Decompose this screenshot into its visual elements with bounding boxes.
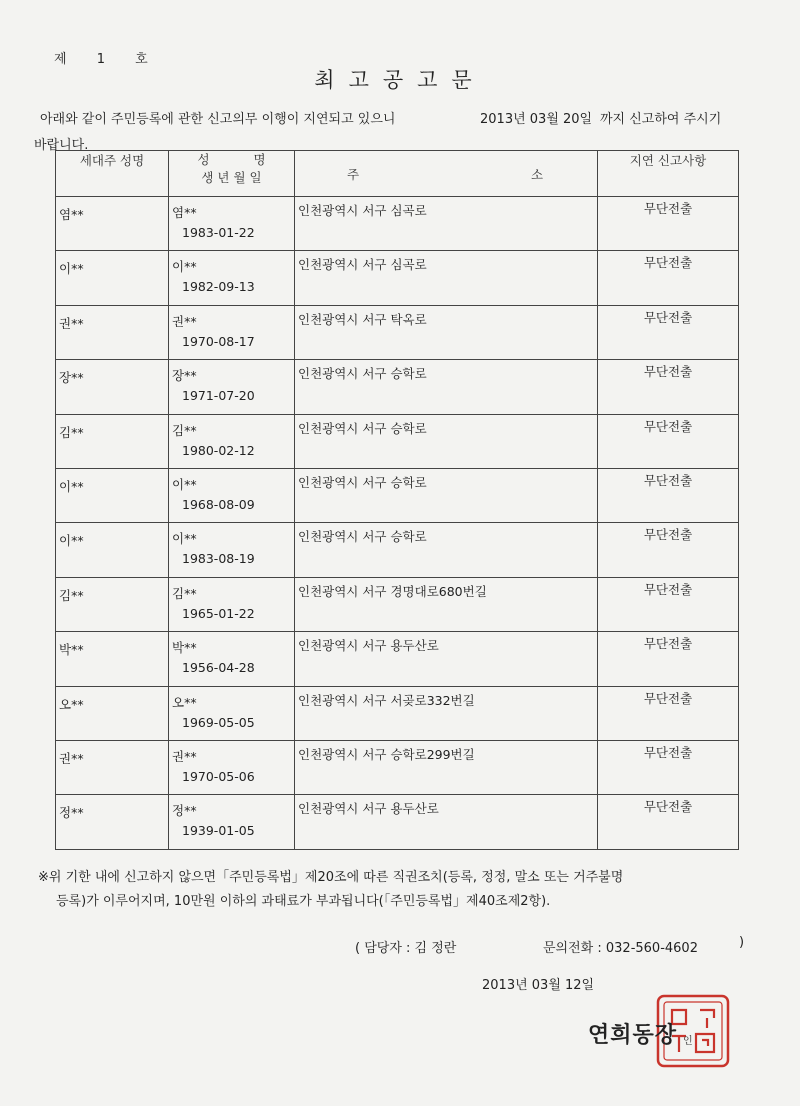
person-birth-date: 1983-01-22 <box>182 225 255 240</box>
header-person-name: 성 명 <box>197 152 266 167</box>
householder-name: 이** <box>56 251 169 305</box>
header-address-left: 주 <box>347 167 360 182</box>
table-row <box>56 305 739 359</box>
table-row <box>56 414 739 468</box>
address: 인천광역시 서구 용두산로 <box>295 795 598 849</box>
person-name: 오** <box>172 694 197 710</box>
delay-status: 무단전출 <box>598 360 739 414</box>
table-row <box>56 251 739 305</box>
seal-mark-label: 인 <box>683 1036 693 1047</box>
address: 인천광역시 서구 승학로299번길 <box>295 740 598 794</box>
document-title: 최고공고문 <box>314 68 486 92</box>
delinquent-residents-table <box>55 150 739 850</box>
householder-name: 김** <box>56 414 169 468</box>
person-name: 이** <box>172 476 197 492</box>
person-name: 권** <box>172 313 197 329</box>
person-cell <box>169 197 295 251</box>
address: 인천광역시 서구 승학로 <box>295 523 598 577</box>
table-row <box>56 468 739 522</box>
delay-status: 무단전출 <box>598 468 739 522</box>
person-cell <box>169 523 295 577</box>
table-row <box>56 523 739 577</box>
address: 인천광역시 서구 용두산로 <box>295 632 598 686</box>
delay-status: 무단전출 <box>598 523 739 577</box>
person-name: 박** <box>172 640 197 656</box>
delay-status: 무단전출 <box>598 414 739 468</box>
person-cell <box>169 577 295 631</box>
delay-status: 무단전출 <box>598 795 739 849</box>
contact-person: ( 담당자 : 김 정란 <box>355 941 457 956</box>
person-name: 권** <box>172 748 197 764</box>
householder-name: 오** <box>56 686 169 740</box>
contact-phone: 문의전화 : 032-560-4602 <box>543 941 698 956</box>
table-row <box>56 360 739 414</box>
address: 인천광역시 서구 경명대로680번길 <box>295 577 598 631</box>
person-name: 이** <box>172 531 197 547</box>
person-name: 이** <box>172 259 197 275</box>
person-birth-date: 1970-05-06 <box>182 768 255 784</box>
address: 인천광역시 서구 탁옥로 <box>295 305 598 359</box>
person-birth-date: 1939-01-05 <box>182 823 255 839</box>
householder-name: 권** <box>56 305 169 359</box>
issue-date: 2013년 03월 12일 <box>482 978 595 993</box>
householder-name: 이** <box>56 468 169 522</box>
contact-close-paren: ) <box>739 935 745 950</box>
delay-status: 무단전출 <box>598 197 739 251</box>
address: 인천광역시 서구 심곡로 <box>295 197 598 251</box>
delay-status: 무단전출 <box>598 251 739 305</box>
person-name: 장** <box>172 368 197 384</box>
intro-line-1-tail: 까지 신고하여 주시기 <box>600 112 722 127</box>
notice-line-2: 등록)가 이루어지며, 10만원 이하의 과태료가 부과됩니다(「주민등록법」제40조제2항). <box>56 894 551 909</box>
table-body <box>56 197 739 850</box>
person-cell <box>169 740 295 794</box>
person-cell <box>169 686 295 740</box>
deadline-date: 2013년 03월 20일 <box>480 112 593 127</box>
delay-status: 무단전출 <box>598 740 739 794</box>
table-row <box>56 632 739 686</box>
householder-name: 권** <box>56 740 169 794</box>
intro-line-1: 아래와 같이 주민등록에 관한 신고의무 이행이 지연되고 있으니 <box>40 112 396 127</box>
person-cell <box>169 305 295 359</box>
delay-status: 무단전출 <box>598 577 739 631</box>
address: 인천광역시 서구 승학로 <box>295 414 598 468</box>
householder-name: 정** <box>56 795 169 849</box>
householder-name: 장** <box>56 360 169 414</box>
address: 인천광역시 서구 심곡로 <box>295 251 598 305</box>
table-row <box>56 795 739 849</box>
person-birth-date: 1956-04-28 <box>182 660 255 676</box>
person-name: 염** <box>172 205 197 220</box>
document-number: 제 1 호 <box>54 52 148 67</box>
person-birth-date: 1980-02-12 <box>182 442 255 458</box>
delay-status: 무단전출 <box>598 632 739 686</box>
person-cell <box>169 795 295 849</box>
address: 인천광역시 서구 승학로 <box>295 360 598 414</box>
header-person-dob: 생 년 월 일 <box>201 170 262 185</box>
header-householder: 세대주 성명 <box>56 151 169 197</box>
person-cell <box>169 360 295 414</box>
header-status: 지연 신고사항 <box>598 151 739 197</box>
table-row <box>56 197 739 251</box>
person-birth-date: 1968-08-09 <box>182 496 255 512</box>
table-header-row <box>56 151 739 197</box>
header-address <box>295 151 598 197</box>
header-person <box>169 151 295 197</box>
table-row <box>56 740 739 794</box>
address: 인천광역시 서구 서곶로332번길 <box>295 686 598 740</box>
address: 인천광역시 서구 승학로 <box>295 468 598 522</box>
person-birth-date: 1965-01-22 <box>182 605 255 621</box>
person-cell <box>169 251 295 305</box>
person-cell <box>169 632 295 686</box>
delay-status: 무단전출 <box>598 305 739 359</box>
header-address-right: 소 <box>531 167 544 182</box>
person-birth-date: 1970-08-17 <box>182 333 255 349</box>
signer-name: 연희동장 <box>588 1023 678 1048</box>
person-birth-date: 1969-05-05 <box>182 714 255 730</box>
person-name: 김** <box>172 422 197 438</box>
person-name: 정** <box>172 803 197 819</box>
table-row <box>56 686 739 740</box>
person-name: 김** <box>172 585 197 601</box>
person-cell <box>169 414 295 468</box>
seal-glyphs <box>672 1010 714 1052</box>
householder-name: 염** <box>56 197 169 251</box>
householder-name: 김** <box>56 577 169 631</box>
delay-status: 무단전출 <box>598 686 739 740</box>
householder-name: 박** <box>56 632 169 686</box>
person-birth-date: 1982-09-13 <box>182 279 255 295</box>
person-birth-date: 1983-08-19 <box>182 551 255 567</box>
person-cell <box>169 468 295 522</box>
notice-line-1: ※위 기한 내에 신고하지 않으면「주민등록법」제20조에 따른 직권조치(등록, 정정, 말소 또는 거주불명 <box>38 870 624 885</box>
intro-line-2: 바랍니다. <box>34 138 89 153</box>
table-row <box>56 577 739 631</box>
person-birth-date: 1971-07-20 <box>182 388 255 404</box>
householder-name: 이** <box>56 523 169 577</box>
